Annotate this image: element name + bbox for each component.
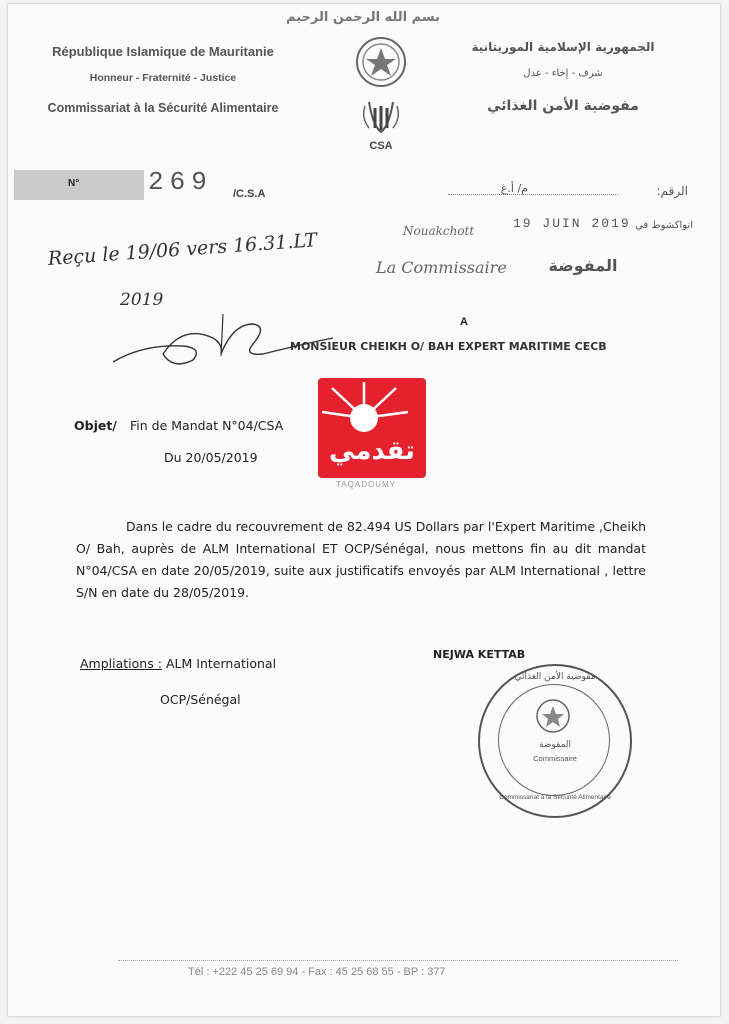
handwritten-receipt-note: Reçu le 19/06 vers 16.31.LT — [47, 229, 318, 270]
reference-value-arabic: م/ أ.غ — [500, 182, 528, 195]
document-page — [8, 4, 720, 1016]
ampliations-item-1: ALM International — [166, 656, 277, 671]
watermark-logo — [318, 378, 426, 478]
place-label-arabic: انواكشوط في — [635, 220, 693, 231]
motto: Honneur - Fraternité - Justice — [89, 72, 237, 84]
official-seal — [478, 664, 632, 818]
body-paragraph: Dans le cadre du recouvrement de 82.494 US Dollars par l'Expert Maritime ,Cheikh O/ Bah, auprès de ALM International ET OCP/Sénégal, nous mettons fin au dit mandat N°04/CSA en date 20/05/2019, suite aux justificatifs envoyés par ALM International , lettre S/N en date du 28/05/2019. — [76, 519, 646, 600]
ampliations-item-2: OCP/Sénégal — [160, 692, 241, 707]
institution-name: Commissariat à la Sécurité Alimentaire — [47, 101, 279, 115]
bismillah-text: بسم الله الرحمن الرحيم — [286, 10, 440, 25]
recipient-name: MONSIEUR CHEIKH O/ BAH EXPERT MARITIME CECB — [290, 340, 607, 353]
seal-inner-french: Commissaire — [533, 754, 577, 763]
reference-prefix: N° — [68, 178, 80, 189]
ampliations-label: Ampliations : — [80, 656, 162, 671]
emblem-label: CSA — [369, 140, 393, 152]
signatory-title-arabic: المفوضة — [548, 256, 618, 275]
signatory-name: NEJWA KETTAB — [433, 648, 526, 661]
seal-inner-arabic: المفوضة — [538, 740, 572, 750]
institution-name-arabic: مفوضية الأمن الغذائي — [487, 98, 639, 114]
object-label: Objet/ — [74, 418, 117, 433]
country-name: République Islamique de Mauritanie — [52, 44, 274, 59]
handwritten-signature — [103, 304, 343, 374]
recipient-prefix: A — [460, 316, 468, 328]
place-label: Nouakchott — [403, 224, 475, 238]
reference-number: 269 — [148, 167, 213, 197]
watermark-arabic: تقدمي — [329, 436, 415, 466]
motto-arabic: شرف - إخاء - عدل — [523, 68, 603, 79]
seal-arabic-text: مفوضية الأمن الغذائي — [514, 672, 596, 682]
object-line1: Fin de Mandat N°04/CSA — [130, 418, 284, 433]
object-line2: Du 20/05/2019 — [164, 450, 258, 465]
date-stamp: 19 JUIN 2019 — [513, 216, 631, 231]
reference-label-arabic: الرقم: — [656, 184, 688, 198]
seal-emblem-icon — [533, 696, 573, 736]
reference-suffix: /C.S.A — [233, 188, 266, 200]
country-name-arabic: الجمهورية الإسلامية الموريتانية — [471, 40, 655, 54]
handwritten-receipt-year: 2019 — [120, 290, 164, 310]
watermark-latin: TAQADOUMY — [336, 480, 396, 489]
footer-contact: Tél : +222 45 25 69 94 - Fax : 45 25 68 55 - BP : 377 — [188, 966, 446, 978]
signatory-title: La Commissaire — [376, 258, 507, 277]
footer-divider — [118, 960, 678, 961]
seal-outer-text: Commissariat à la Sécurité Alimentaire — [499, 794, 611, 801]
